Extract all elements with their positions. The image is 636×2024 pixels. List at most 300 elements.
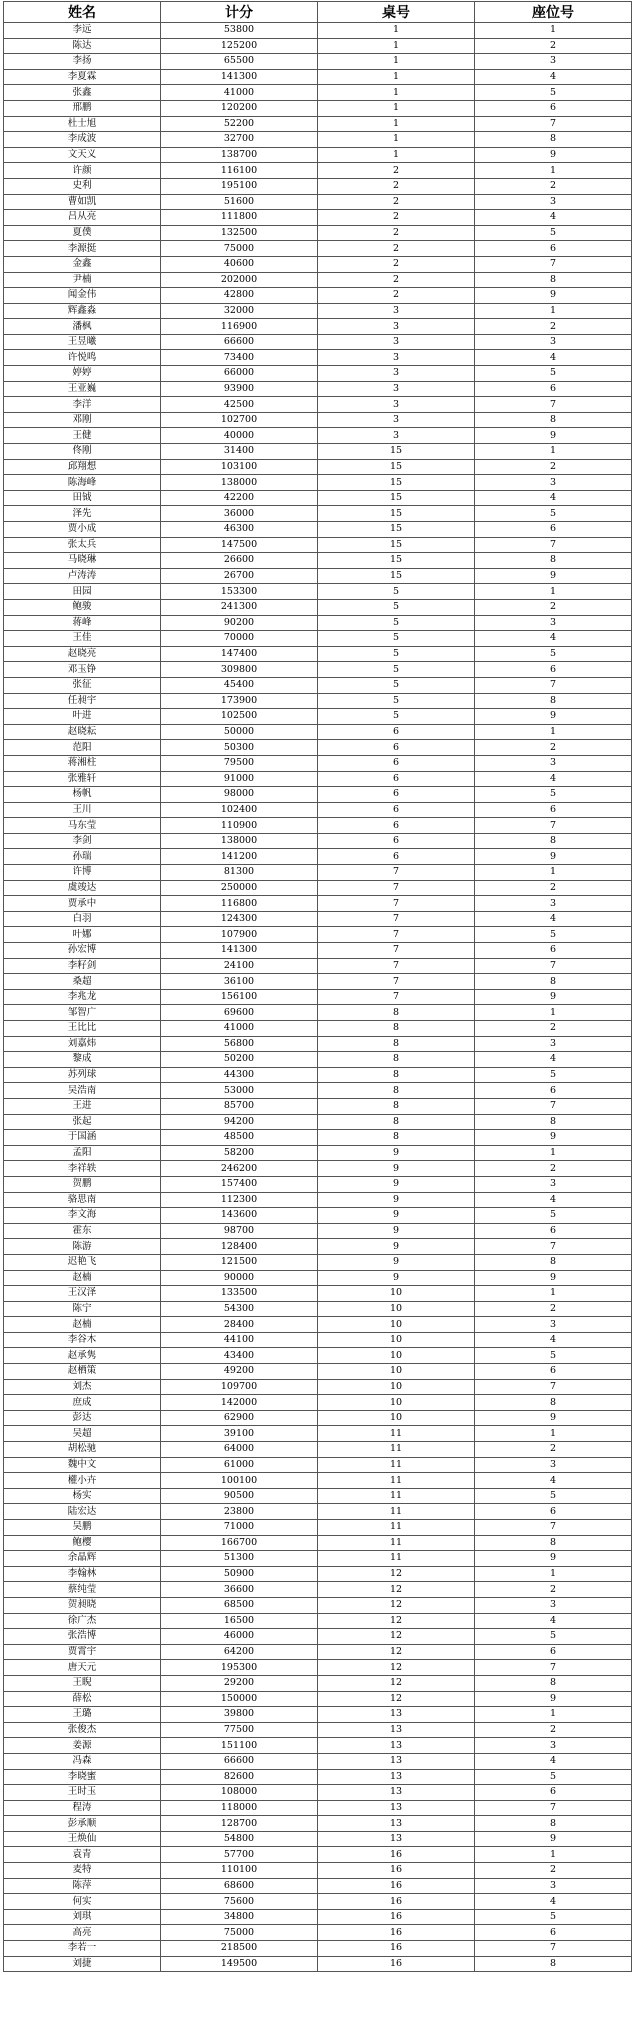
cell-table-number: 13 [318,1707,475,1723]
cell-table-number: 5 [318,584,475,600]
cell-seat-number: 6 [475,381,632,397]
cell-seat-number: 9 [475,1270,632,1286]
cell-seat-number: 8 [475,272,632,288]
cell-table-number: 8 [318,1067,475,1083]
cell-name: 霍东 [4,1223,161,1239]
cell-table-number: 9 [318,1223,475,1239]
cell-seat-number: 1 [475,1005,632,1021]
cell-name: 李远 [4,23,161,39]
cell-seat-number: 6 [475,1364,632,1380]
cell-name: 李文海 [4,1208,161,1224]
cell-seat-number: 5 [475,85,632,101]
cell-score: 68600 [161,1878,318,1894]
cell-table-number: 12 [318,1660,475,1676]
cell-name: 李兆龙 [4,989,161,1005]
cell-name: 邓刚 [4,412,161,428]
cell-score: 81300 [161,865,318,881]
cell-table-number: 16 [318,1925,475,1941]
table-row [4,366,632,382]
table-row [4,1270,632,1286]
cell-score: 90200 [161,615,318,631]
cell-score: 24100 [161,958,318,974]
cell-name: 潘枫 [4,319,161,335]
cell-seat-number: 7 [475,1660,632,1676]
table-row [4,1722,632,1738]
cell-score: 138000 [161,475,318,491]
cell-table-number: 6 [318,833,475,849]
cell-score: 73400 [161,350,318,366]
cell-seat-number: 7 [475,1239,632,1255]
cell-table-number: 1 [318,85,475,101]
cell-seat-number: 3 [475,1597,632,1613]
cell-name: 赵承隽 [4,1348,161,1364]
cell-table-number: 3 [318,366,475,382]
table-row [4,1098,632,1114]
cell-seat-number: 9 [475,1130,632,1146]
table-row [4,23,632,39]
cell-table-number: 1 [318,147,475,163]
cell-name: 陈游 [4,1239,161,1255]
cell-table-number: 6 [318,802,475,818]
table-row [4,1052,632,1068]
cell-seat-number: 7 [475,116,632,132]
cell-score: 111800 [161,210,318,226]
cell-table-number: 8 [318,1130,475,1146]
cell-table-number: 1 [318,132,475,148]
cell-name: 杨帆 [4,787,161,803]
table-row [4,1909,632,1925]
cell-table-number: 8 [318,1114,475,1130]
cell-score: 246200 [161,1161,318,1177]
cell-score: 46000 [161,1629,318,1645]
cell-table-number: 8 [318,1036,475,1052]
cell-score: 32700 [161,132,318,148]
cell-table-number: 5 [318,631,475,647]
cell-name: 马晓琳 [4,553,161,569]
cell-name: 赵晓耘 [4,724,161,740]
cell-seat-number: 5 [475,787,632,803]
cell-table-number: 7 [318,911,475,927]
cell-seat-number: 7 [475,1098,632,1114]
cell-name: 田园 [4,584,161,600]
table-row [4,1941,632,1957]
cell-name: 陈海峰 [4,475,161,491]
cell-seat-number: 1 [475,1847,632,1863]
cell-score: 41000 [161,85,318,101]
cell-score: 70000 [161,631,318,647]
cell-name: 贾小成 [4,522,161,538]
cell-table-number: 15 [318,553,475,569]
cell-table-number: 7 [318,865,475,881]
cell-name: 程涛 [4,1800,161,1816]
cell-table-number: 12 [318,1597,475,1613]
cell-name: 马东莹 [4,818,161,834]
cell-seat-number: 2 [475,740,632,756]
cell-name: 许颜 [4,163,161,179]
cell-seat-number: 4 [475,1192,632,1208]
cell-seat-number: 2 [475,38,632,54]
cell-seat-number: 6 [475,662,632,678]
cell-seat-number: 8 [475,412,632,428]
cell-name: 史利 [4,178,161,194]
cell-table-number: 10 [318,1395,475,1411]
cell-seat-number: 2 [475,1161,632,1177]
cell-table-number: 11 [318,1504,475,1520]
cell-seat-number: 3 [475,475,632,491]
cell-score: 128400 [161,1239,318,1255]
cell-name: 杜士旭 [4,116,161,132]
cell-name: 陈萍 [4,1878,161,1894]
cell-score: 50300 [161,740,318,756]
cell-score: 149500 [161,1956,318,1972]
cell-score: 31400 [161,444,318,460]
table-row [4,553,632,569]
cell-name: 田钺 [4,490,161,506]
cell-table-number: 15 [318,522,475,538]
cell-name: 薛松 [4,1691,161,1707]
cell-name: 彭承顺 [4,1816,161,1832]
table-row [4,428,632,444]
table-row [4,802,632,818]
cell-name: 辉鑫淼 [4,303,161,319]
cell-name: 王亚巍 [4,381,161,397]
cell-score: 103100 [161,459,318,475]
cell-seat-number: 1 [475,303,632,319]
cell-seat-number: 8 [475,553,632,569]
cell-table-number: 10 [318,1286,475,1302]
cell-seat-number: 4 [475,1894,632,1910]
cell-table-number: 7 [318,989,475,1005]
cell-name: 苏列球 [4,1067,161,1083]
cell-seat-number: 3 [475,194,632,210]
cell-name: 范阳 [4,740,161,756]
cell-score: 91000 [161,771,318,787]
cell-score: 62900 [161,1410,318,1426]
header-row [4,2,632,23]
cell-score: 75000 [161,1925,318,1941]
cell-table-number: 8 [318,1005,475,1021]
cell-seat-number: 6 [475,1785,632,1801]
cell-name: 唐天元 [4,1660,161,1676]
cell-table-number: 13 [318,1769,475,1785]
cell-seat-number: 3 [475,1738,632,1754]
cell-score: 133500 [161,1286,318,1302]
cell-score: 94200 [161,1114,318,1130]
table-row [4,677,632,693]
header-score: 计分 [161,2,318,23]
cell-name: 张俊杰 [4,1722,161,1738]
cell-seat-number: 1 [475,23,632,39]
cell-seat-number: 9 [475,989,632,1005]
table-row [4,397,632,413]
cell-name: 金鑫 [4,256,161,272]
cell-table-number: 9 [318,1192,475,1208]
table-row [4,833,632,849]
table-row [4,1379,632,1395]
cell-score: 98700 [161,1223,318,1239]
table-row [4,1520,632,1536]
cell-name: 刘琪 [4,1909,161,1925]
cell-seat-number: 8 [475,974,632,990]
table-row [4,303,632,319]
cell-name: 叶进 [4,709,161,725]
cell-name: 陆宏达 [4,1504,161,1520]
cell-table-number: 13 [318,1738,475,1754]
cell-seat-number: 5 [475,1348,632,1364]
cell-table-number: 15 [318,490,475,506]
cell-table-number: 8 [318,1083,475,1099]
cell-table-number: 9 [318,1254,475,1270]
cell-name: 贺鹏 [4,1176,161,1192]
table-row [4,1597,632,1613]
cell-table-number: 2 [318,225,475,241]
cell-name: 张鑫 [4,85,161,101]
cell-seat-number: 9 [475,568,632,584]
cell-seat-number: 2 [475,1722,632,1738]
cell-table-number: 9 [318,1208,475,1224]
cell-score: 69600 [161,1005,318,1021]
cell-table-number: 16 [318,1878,475,1894]
cell-score: 138000 [161,833,318,849]
cell-seat-number: 6 [475,241,632,257]
cell-table-number: 5 [318,599,475,615]
cell-seat-number: 3 [475,54,632,70]
cell-table-number: 15 [318,506,475,522]
cell-name: 许博 [4,865,161,881]
cell-table-number: 6 [318,849,475,865]
cell-table-number: 1 [318,38,475,54]
cell-table-number: 5 [318,646,475,662]
cell-name: 吕从亮 [4,210,161,226]
cell-table-number: 2 [318,288,475,304]
cell-seat-number: 4 [475,1052,632,1068]
cell-seat-number: 7 [475,1941,632,1957]
table-row [4,1254,632,1270]
table-row [4,1348,632,1364]
table-row [4,818,632,834]
cell-seat-number: 8 [475,833,632,849]
cell-name: 鲍骏 [4,599,161,615]
cell-seat-number: 2 [475,1582,632,1598]
cell-score: 121500 [161,1254,318,1270]
table-row [4,1161,632,1177]
cell-score: 107900 [161,927,318,943]
table-row [4,1364,632,1380]
cell-name: 张太兵 [4,537,161,553]
cell-score: 309800 [161,662,318,678]
table-row [4,85,632,101]
cell-name: 虞竣达 [4,880,161,896]
cell-table-number: 9 [318,1239,475,1255]
cell-score: 36000 [161,506,318,522]
cell-seat-number: 8 [475,1395,632,1411]
cell-seat-number: 3 [475,1317,632,1333]
cell-score: 40000 [161,428,318,444]
cell-score: 128700 [161,1816,318,1832]
cell-table-number: 2 [318,272,475,288]
table-row [4,755,632,771]
table-row [4,38,632,54]
cell-score: 116100 [161,163,318,179]
table-row [4,459,632,475]
cell-table-number: 1 [318,100,475,116]
cell-seat-number: 5 [475,366,632,382]
cell-score: 85700 [161,1098,318,1114]
cell-score: 36100 [161,974,318,990]
cell-name: 贾霄宇 [4,1644,161,1660]
cell-seat-number: 5 [475,1067,632,1083]
cell-table-number: 12 [318,1566,475,1582]
cell-name: 王璐 [4,1707,161,1723]
cell-table-number: 11 [318,1426,475,1442]
cell-seat-number: 6 [475,943,632,959]
cell-seat-number: 7 [475,1800,632,1816]
cell-seat-number: 6 [475,100,632,116]
cell-score: 34800 [161,1909,318,1925]
cell-table-number: 11 [318,1551,475,1567]
cell-table-number: 9 [318,1161,475,1177]
cell-seat-number: 5 [475,646,632,662]
cell-seat-number: 9 [475,1551,632,1567]
table-row [4,1878,632,1894]
cell-name: 尹楠 [4,272,161,288]
cell-name: 张征 [4,677,161,693]
cell-score: 79500 [161,755,318,771]
table-row [4,1691,632,1707]
table-body [4,23,632,1972]
cell-name: 吴鹏 [4,1520,161,1536]
cell-score: 61000 [161,1457,318,1473]
cell-seat-number: 2 [475,880,632,896]
table-row [4,1457,632,1473]
cell-table-number: 3 [318,350,475,366]
table-row [4,272,632,288]
cell-seat-number: 9 [475,147,632,163]
cell-table-number: 12 [318,1691,475,1707]
cell-table-number: 6 [318,740,475,756]
table-row [4,771,632,787]
cell-table-number: 6 [318,755,475,771]
cell-seat-number: 7 [475,537,632,553]
cell-score: 23800 [161,1504,318,1520]
cell-table-number: 13 [318,1722,475,1738]
cell-score: 250000 [161,880,318,896]
cell-table-number: 1 [318,116,475,132]
cell-score: 51600 [161,194,318,210]
cell-name: 赵楠 [4,1317,161,1333]
cell-score: 98000 [161,787,318,803]
cell-seat-number: 3 [475,334,632,350]
cell-score: 39800 [161,1707,318,1723]
cell-table-number: 1 [318,23,475,39]
cell-name: 邓玉铮 [4,662,161,678]
cell-table-number: 3 [318,428,475,444]
cell-table-number: 11 [318,1442,475,1458]
table-row [4,116,632,132]
cell-seat-number: 2 [475,1442,632,1458]
table-row [4,490,632,506]
cell-table-number: 12 [318,1675,475,1691]
cell-name: 于国涵 [4,1130,161,1146]
cell-score: 112300 [161,1192,318,1208]
cell-name: 赵晓亮 [4,646,161,662]
header-seat-number: 座位号 [475,2,632,23]
cell-table-number: 10 [318,1379,475,1395]
table-row [4,974,632,990]
cell-name: 李源挺 [4,241,161,257]
cell-seat-number: 5 [475,1769,632,1785]
cell-name: 孟阳 [4,1145,161,1161]
cell-score: 77500 [161,1722,318,1738]
cell-seat-number: 9 [475,709,632,725]
cell-table-number: 5 [318,615,475,631]
cell-seat-number: 3 [475,1036,632,1052]
cell-name: 泽先 [4,506,161,522]
cell-seat-number: 6 [475,1223,632,1239]
cell-seat-number: 5 [475,1208,632,1224]
cell-name: 蔡纯莹 [4,1582,161,1598]
cell-table-number: 15 [318,475,475,491]
table-row [4,1176,632,1192]
table-row [4,1473,632,1489]
cell-seat-number: 6 [475,1925,632,1941]
cell-table-number: 16 [318,1894,475,1910]
cell-name: 李成波 [4,132,161,148]
table-row [4,1847,632,1863]
cell-seat-number: 1 [475,1426,632,1442]
cell-score: 110900 [161,818,318,834]
cell-name: 王时玉 [4,1785,161,1801]
cell-score: 138700 [161,147,318,163]
cell-score: 150000 [161,1691,318,1707]
cell-score: 40600 [161,256,318,272]
table-row [4,1301,632,1317]
cell-score: 49200 [161,1364,318,1380]
table-row [4,693,632,709]
cell-score: 39100 [161,1426,318,1442]
cell-table-number: 16 [318,1956,475,1972]
cell-score: 64000 [161,1442,318,1458]
table-row [4,1504,632,1520]
table-row [4,1114,632,1130]
cell-score: 54300 [161,1301,318,1317]
table-row [4,1660,632,1676]
cell-score: 102500 [161,709,318,725]
cell-table-number: 16 [318,1847,475,1863]
cell-table-number: 6 [318,787,475,803]
table-row [4,225,632,241]
cell-seat-number: 1 [475,865,632,881]
cell-name: 夏僕 [4,225,161,241]
table-row [4,1286,632,1302]
table-row [4,1410,632,1426]
cell-seat-number: 7 [475,677,632,693]
cell-seat-number: 1 [475,163,632,179]
cell-table-number: 10 [318,1317,475,1333]
table-row [4,444,632,460]
table-row [4,1208,632,1224]
cell-table-number: 3 [318,397,475,413]
cell-name: 杨实 [4,1488,161,1504]
table-row [4,568,632,584]
cell-table-number: 7 [318,958,475,974]
cell-name: 贾承中 [4,896,161,912]
cell-seat-number: 8 [475,1114,632,1130]
table-row [4,1005,632,1021]
table-row [4,1332,632,1348]
cell-name: 何实 [4,1894,161,1910]
cell-score: 51300 [161,1551,318,1567]
